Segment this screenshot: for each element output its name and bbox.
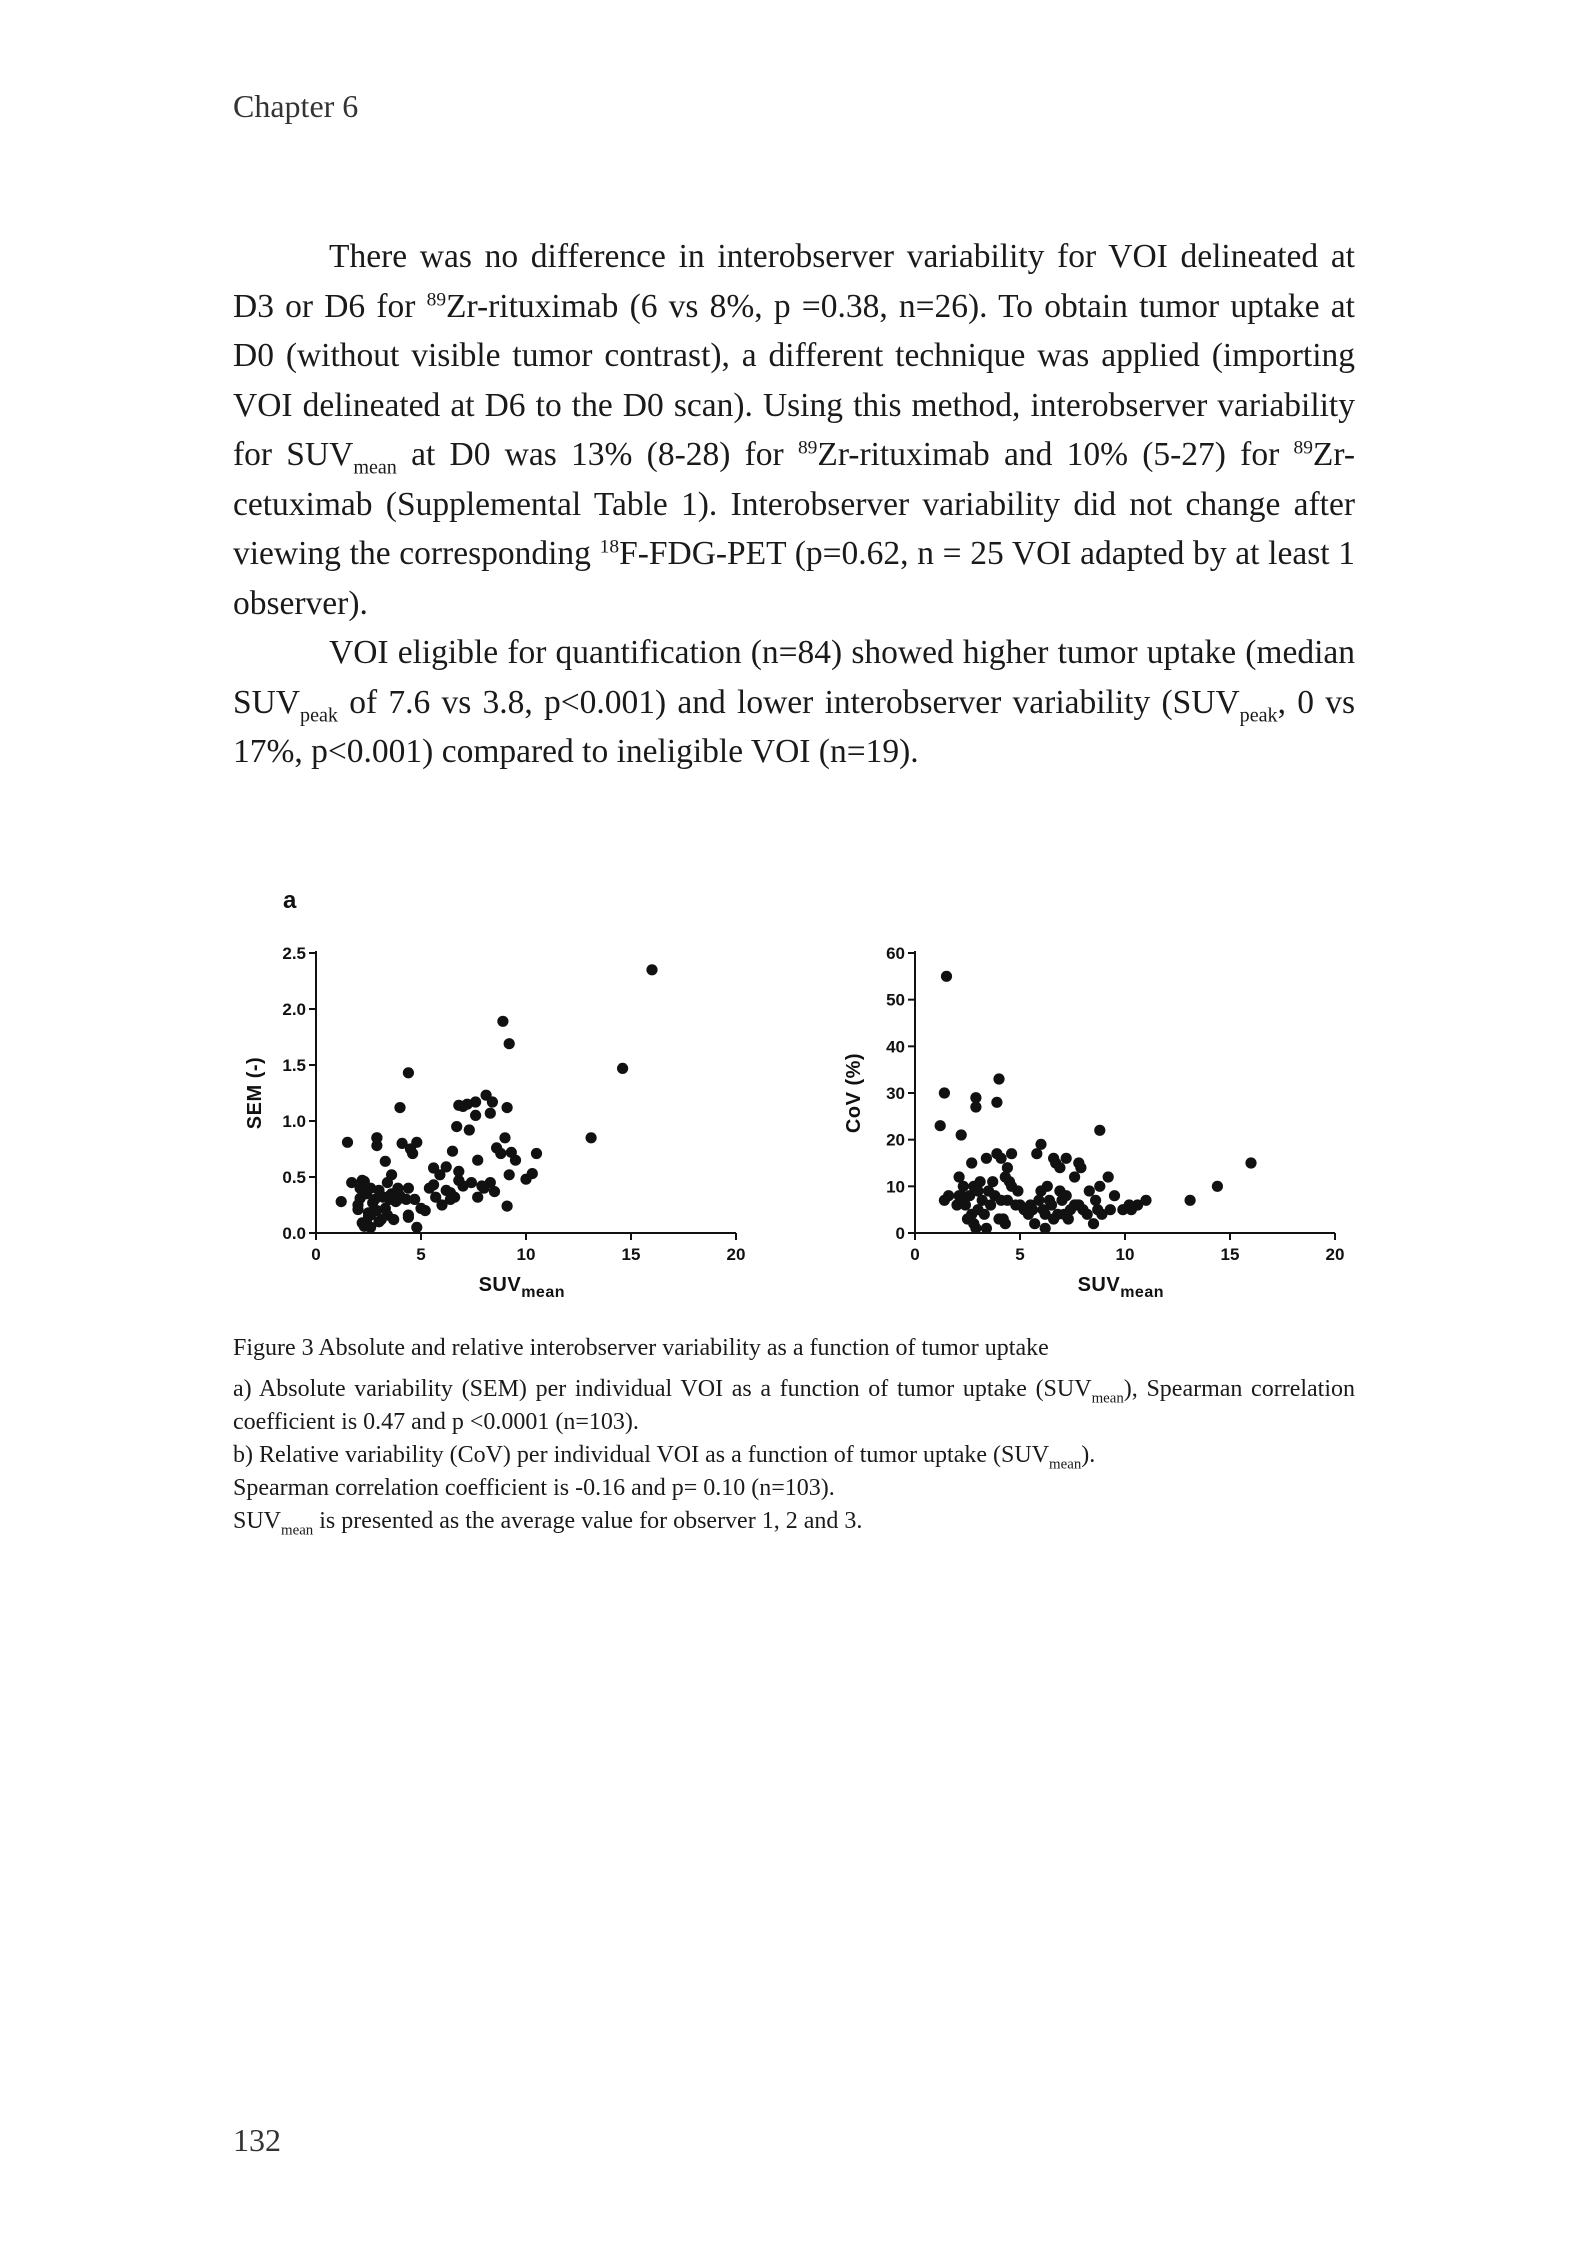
data-point (409, 1194, 420, 1205)
data-point (420, 1205, 431, 1216)
figure-3 (233, 878, 1355, 1298)
y-tick-label: 60 (886, 944, 905, 963)
data-point (991, 1097, 1002, 1108)
data-point (502, 1102, 513, 1113)
data-point (1109, 1190, 1120, 1201)
data-point (371, 1132, 382, 1143)
caption-text: a) Absolute variability (SEM) per individual VOI as a function of tumor uptake (SUV (233, 1376, 1092, 1402)
x-axis-title: $SUV_{mean}$ (478, 1274, 566, 1298)
data-point (527, 1168, 538, 1179)
data-point (1029, 1218, 1040, 1229)
data-point (1048, 1213, 1059, 1224)
data-point (510, 1155, 521, 1166)
data-point (411, 1222, 422, 1233)
data-point (1124, 1199, 1135, 1210)
data-point (981, 1223, 992, 1234)
data-point (1040, 1223, 1051, 1234)
figure-caption (233, 1332, 1355, 1538)
data-point (1006, 1181, 1017, 1192)
data-point (979, 1209, 990, 1220)
subscript: peak (300, 703, 338, 726)
x-tick-label: 0 (910, 1245, 920, 1264)
data-point (472, 1192, 483, 1203)
data-point (392, 1194, 403, 1205)
subscript: peak (1239, 703, 1278, 726)
data-point (378, 1192, 389, 1203)
data-point (428, 1179, 439, 1190)
subscript: mean (353, 456, 397, 479)
caption-text: b) Relative variability (CoV) per individual VOI as a function of tumor uptake (SUV (233, 1442, 1050, 1468)
data-point (376, 1214, 387, 1225)
data-point (1088, 1218, 1099, 1229)
data-point (993, 1073, 1004, 1084)
data-point (504, 1038, 515, 1049)
paragraph-text: Zr-rituximab and 10% (5-27) for (817, 436, 1294, 473)
figure-3-svg (233, 878, 1355, 1298)
data-point (352, 1204, 363, 1215)
y-tick-label: 10 (886, 1177, 905, 1197)
y-axis-title: CoV (%) (843, 1052, 865, 1134)
data-point (464, 1124, 475, 1135)
y-tick-label: 2.5 (282, 944, 306, 963)
data-point (970, 1101, 981, 1112)
y-tick-label: 50 (886, 990, 905, 1010)
data-point (1069, 1199, 1080, 1210)
data-point (1090, 1195, 1101, 1206)
data-point (403, 1183, 414, 1194)
data-point (1054, 1162, 1065, 1173)
data-point (617, 1063, 628, 1074)
paragraph-text: at D0 was 13% (8-28) for (396, 436, 798, 473)
data-point (1033, 1195, 1044, 1206)
x-tick-label: 15 (621, 1245, 641, 1264)
data-point (981, 1153, 992, 1164)
data-point (394, 1102, 405, 1113)
data-point (485, 1177, 496, 1188)
data-point (646, 964, 657, 975)
data-point (428, 1162, 439, 1173)
caption-line-c: Spearman correlation coefficient is -0.16 and p= 0.10 (n=103). (233, 1475, 835, 1501)
x-tick-label: 10 (1115, 1245, 1135, 1264)
data-point (1185, 1195, 1196, 1206)
data-point (336, 1196, 347, 1207)
data-point (1059, 1209, 1070, 1220)
caption-line-a (233, 1373, 1355, 1439)
y-tick-label: 20 (886, 1130, 905, 1150)
paragraph-text: There was no difference in interobserver variability for VOI delineated at D3 or D6 for (233, 238, 1355, 325)
data-point (1069, 1171, 1080, 1182)
data-point (470, 1110, 481, 1121)
data-point (346, 1177, 357, 1188)
data-point (445, 1194, 456, 1205)
x-tick-label: 15 (1220, 1245, 1240, 1264)
data-point (487, 1096, 498, 1107)
x-axis-title: $SUV_{mean}$ (1077, 1274, 1165, 1298)
data-point (1000, 1171, 1011, 1182)
data-point (972, 1185, 983, 1196)
y-tick-label: 1.5 (282, 1056, 306, 1075)
data-point (941, 971, 952, 982)
y-axis-title: SEM (-) (244, 1056, 266, 1130)
data-point (382, 1177, 393, 1188)
data-point (457, 1101, 468, 1112)
data-point (1103, 1171, 1114, 1182)
paragraph-text: VOI eligible for quantification (n=84) showed higher tumor uptake (median SUV (233, 634, 1355, 721)
data-point (497, 1016, 508, 1027)
y-tick-label: 40 (886, 1037, 905, 1057)
data-point (502, 1201, 513, 1212)
data-point (1035, 1185, 1046, 1196)
body-text (233, 232, 1355, 777)
paragraph-eligible-voi (233, 628, 1355, 777)
data-point (987, 1176, 998, 1187)
page-number: 132 (233, 2122, 281, 2158)
data-point (504, 1169, 515, 1180)
scatter-chart-sem (244, 944, 745, 1298)
x-tick-label: 10 (516, 1245, 536, 1264)
superscript: 89 (426, 288, 447, 310)
data-point (935, 1120, 946, 1131)
data-point (1073, 1157, 1084, 1168)
subscript: mean (1091, 1390, 1124, 1407)
y-tick-label: 2.0 (282, 1000, 306, 1019)
x-tick-label: 20 (1325, 1245, 1345, 1264)
caption-title: Figure 3 Absolute and relative interobserver variability as a function of tumor uptake (233, 1335, 1049, 1361)
data-point (403, 1067, 414, 1078)
data-point (943, 1190, 954, 1201)
y-tick-label: 30 (886, 1084, 905, 1103)
superscript: 89 (797, 437, 818, 459)
data-point (1002, 1162, 1013, 1173)
data-point (1061, 1153, 1072, 1164)
caption-line-b (233, 1439, 1355, 1472)
data-point (531, 1148, 542, 1159)
caption-line-d (233, 1505, 1355, 1538)
y-tick-label: 0 (895, 1224, 905, 1243)
data-point (447, 1146, 458, 1157)
x-tick-label: 5 (1015, 1245, 1025, 1264)
data-point (1094, 1181, 1105, 1192)
x-tick-label: 20 (726, 1245, 746, 1264)
data-point (970, 1223, 981, 1234)
superscript: 18 (599, 536, 620, 558)
data-point (1082, 1209, 1093, 1220)
data-point (996, 1153, 1007, 1164)
data-point (499, 1132, 510, 1143)
data-point (956, 1129, 967, 1140)
data-point (451, 1121, 462, 1132)
scatter-chart-cov (843, 944, 1344, 1298)
y-tick-label: 0.5 (282, 1168, 306, 1187)
y-tick-label: 1.0 (282, 1112, 306, 1131)
data-point (1000, 1218, 1011, 1229)
caption-text: ). (1081, 1442, 1096, 1468)
data-point (985, 1199, 996, 1210)
superscript: 89 (1293, 437, 1313, 459)
caption-text: ), Spearman correlation coefficient is 0.47 and p <0.0001 (n=103). (233, 1376, 1356, 1435)
data-point (954, 1190, 965, 1201)
data-point (1035, 1139, 1046, 1150)
subscript: mean (1049, 1456, 1082, 1473)
data-point (441, 1161, 452, 1172)
x-tick-label: 0 (311, 1245, 321, 1264)
paragraph-text: of 7.6 vs 3.8, p<0.001) and lower interobserver variability (SUV (337, 683, 1240, 721)
data-point (1054, 1185, 1065, 1196)
data-point (403, 1212, 414, 1223)
data-point (407, 1148, 418, 1159)
data-point (586, 1132, 597, 1143)
data-point (1212, 1181, 1223, 1192)
data-point (966, 1157, 977, 1168)
data-point (1094, 1125, 1105, 1136)
caption-text: SUV (233, 1508, 282, 1534)
paragraph-text: Zr-cetuximab (Supplemental Table 1). Interobserver variability did not change after viewing the corresponding (233, 436, 1356, 572)
paragraph-interobserver (233, 232, 1355, 628)
data-point (365, 1222, 376, 1233)
data-point (491, 1142, 502, 1153)
data-point (380, 1156, 391, 1167)
data-point (1046, 1199, 1057, 1210)
paragraph-text: , 0 vs 17%, p<0.001) compared to ineligible VOI (n=19). (233, 683, 1355, 770)
y-tick-label: 0.0 (282, 1224, 306, 1243)
data-point (1084, 1185, 1095, 1196)
data-point (975, 1176, 986, 1187)
data-point (1023, 1209, 1034, 1220)
data-point (342, 1137, 353, 1148)
data-point (453, 1166, 464, 1177)
data-point (1006, 1148, 1017, 1159)
data-point (363, 1211, 374, 1222)
paragraph-text: Zr-rituximab (6 vs 8%, p =0.38, n=26). To obtain tumor uptake at D0 (without visible tumor contrast), a different technique was applied (importing VOI delineated at D6 to the D0 scan). Using this method, interobserver variability for SUV (233, 287, 1355, 473)
data-point (430, 1192, 441, 1203)
panel-label: a (283, 887, 297, 914)
data-point (472, 1155, 483, 1166)
data-point (485, 1108, 496, 1119)
data-point (939, 1087, 950, 1098)
paragraph-text: F-FDG-PET (p=0.62, n = 25 VOI adapted by at least 1 observer). (233, 535, 1355, 622)
x-tick-label: 5 (416, 1245, 426, 1264)
data-point (1245, 1157, 1256, 1168)
data-point (1092, 1204, 1103, 1215)
caption-text: is presented as the average value for observer 1, 2 and 3. (313, 1508, 863, 1534)
data-point (466, 1177, 477, 1188)
subscript: mean (281, 1522, 314, 1539)
running-head: Chapter 6 (233, 88, 359, 124)
